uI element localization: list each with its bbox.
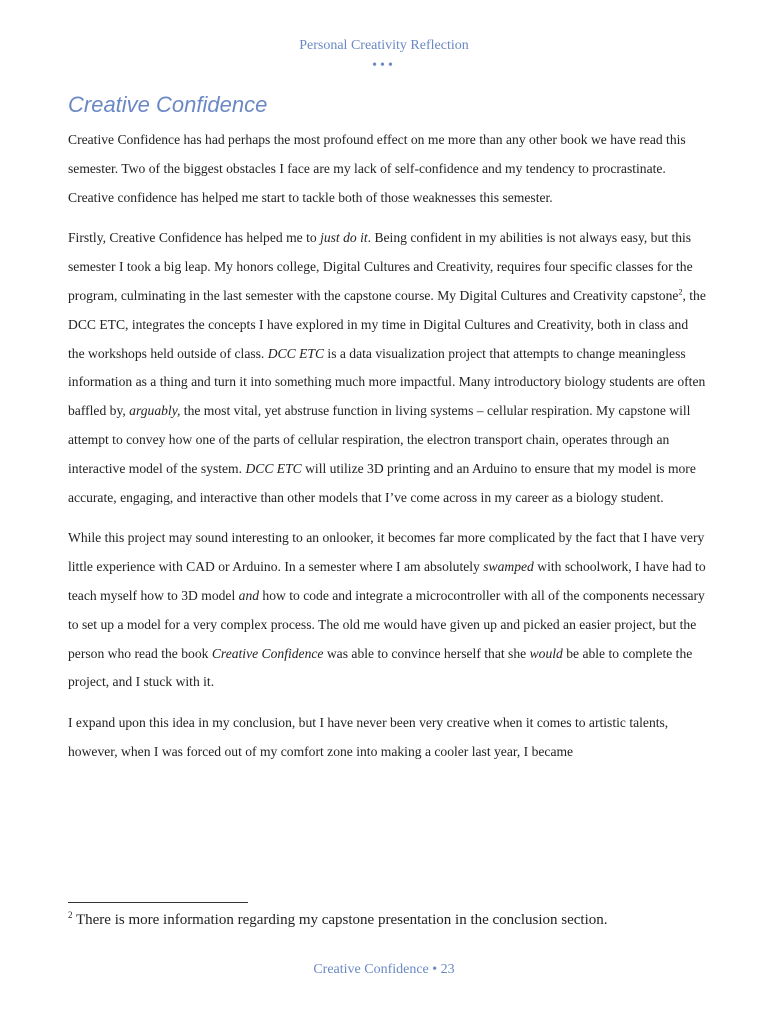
paragraph-1: Creative Confidence has had perhaps the most profound effect on me more than any other book we have read this semester. Two of the biggest obstacles I face are my lack of self-confidence and my tendency to procrastinate. Creative confidence has helped me start to tackle both of those weaknesses this semester. [68,132,686,205]
footnote-text: There is more information regarding my capstone presentation in the conclusion section. [72,912,608,928]
footnote-marker: 2 [68,910,73,920]
running-header: Personal Creativity Reflection [299,38,469,53]
paragraph-3: While this project may sound interesting to an onlooker, it becomes far more complicated by the fact that I have very little experience with CAD or Arduino. In a semester where I am absolutely swamped with schoolwork, I have had to teach myself how to 3D model and how to code and integrate a microcontroller with all of the components necessary to set up a model for a very complex process. The old me would have given up and picked an easier project, but the person who read the book Creative Confidence was able to convince herself that she would be able to complete the project, and I stuck with it. [68,530,706,690]
section-title: Creative Confidence [68,92,268,117]
footnote-divider [68,902,248,903]
page-footer: Creative Confidence • 23 [313,962,455,977]
footnote [68,912,708,929]
body-text [68,126,708,779]
paragraph-4: I expand upon this idea in my conclusion, but I have never been very creative when it comes to artistic talents, however, when I was forced out of my comfort zone into making a cooler last year, I became [68,715,669,759]
header-ornament: ••• [372,58,396,73]
footnote-reference[interactable]: 2 [678,287,683,297]
paragraph-2: Firstly, Creative Confidence has helped me to just do it. Being confident in my abilities is not always easy, but this semester I took a big leap. My honors college, Digital Cultures and Creativity, requires four specific classes for the program, culminating in the last semester with the capstone course. My Digital Cultures and Creativity capstone$^2$, the DCC ETC, integrates the concepts I have explored in my time in Digital Cultures and Creativity, both in class and the workshops held outside of class. DCC ETC is a data visualization project that attempts to change meaningless information as a thing and turn it into something much more impactful. Many introductory biology students are often baffled by, arguably, the most vital, yet abstruse function in living systems – cellular respiration. My capstone will attempt to convey how one of the parts of cellular respiration, the electron transport chain, operates through an interactive model of the system. DCC ETC will utilize 3D printing and an Arduino to ensure that my model is more accurate, engaging, and interactive than other models that I’ve come across in my career as a biology student. [68,230,706,505]
